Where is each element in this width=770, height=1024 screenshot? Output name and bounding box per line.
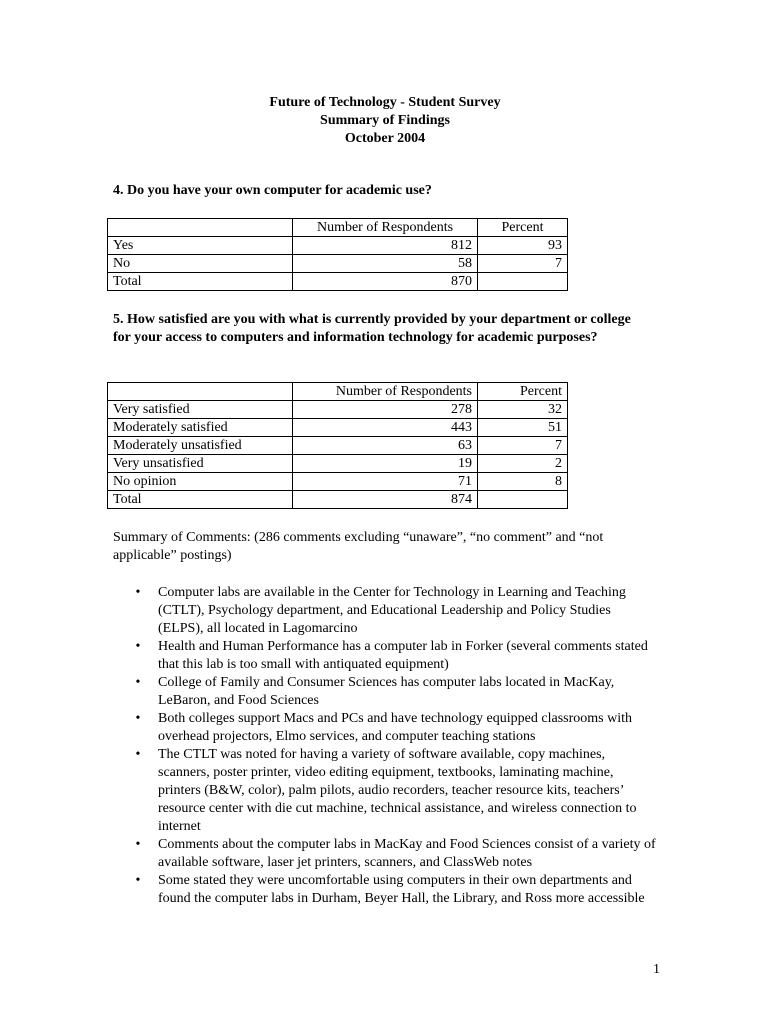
row-label: Very satisfied bbox=[108, 401, 293, 419]
list-item-text: Computer labs are available in the Center for Technology in Learning and Teaching (CTLT), Psychology department, and Educational Leadership and Policy Studies (ELPS), all located in Lagomarcino bbox=[158, 585, 626, 636]
table-header-blank bbox=[108, 383, 293, 401]
list-item bbox=[113, 638, 658, 674]
page-number: 1 bbox=[653, 962, 660, 977]
list-item-text: Both colleges support Macs and PCs and have technology equipped classrooms with overhead projectors, Elmo services, and computer teaching stations bbox=[158, 711, 632, 744]
list-item bbox=[113, 710, 658, 746]
question-4-table bbox=[107, 218, 568, 291]
list-item bbox=[113, 584, 658, 638]
table-row bbox=[108, 255, 568, 273]
row-percent: 7 bbox=[478, 255, 568, 273]
row-percent: 51 bbox=[478, 419, 568, 437]
question-4: 4. Do you have your own computer for academic use? bbox=[113, 183, 432, 198]
row-percent: 93 bbox=[478, 237, 568, 255]
table-row bbox=[108, 437, 568, 455]
table-row bbox=[108, 455, 568, 473]
list-item-text: College of Family and Consumer Sciences has computer labs located in MacKay, LeBaron, and Food Sciences bbox=[158, 675, 615, 708]
row-percent: 8 bbox=[478, 473, 568, 491]
bullet-icon: • bbox=[135, 837, 141, 852]
row-percent: 2 bbox=[478, 455, 568, 473]
row-count: 19 bbox=[293, 455, 478, 473]
bullet-icon: • bbox=[135, 585, 141, 600]
bullet-icon: • bbox=[135, 711, 141, 726]
table-header-blank bbox=[108, 219, 293, 237]
document-title-block bbox=[0, 94, 770, 148]
table-row bbox=[108, 237, 568, 255]
list-item-text: Some stated they were uncomfortable using computers in their own departments and found the computer labs in Durham, Beyer Hall, the Library, and Ross more accessible bbox=[158, 873, 645, 906]
row-label: No bbox=[108, 255, 293, 273]
row-percent: 32 bbox=[478, 401, 568, 419]
bullet-icon: • bbox=[135, 873, 141, 888]
row-count: 58 bbox=[293, 255, 478, 273]
column-header-percent: Percent bbox=[478, 383, 568, 401]
bullet-icon: • bbox=[135, 639, 141, 654]
table-header-row bbox=[108, 383, 568, 401]
row-count: 443 bbox=[293, 419, 478, 437]
row-percent: 7 bbox=[478, 437, 568, 455]
bullet-icon: • bbox=[135, 675, 141, 690]
row-percent bbox=[478, 491, 568, 509]
comments-list bbox=[113, 584, 658, 908]
table-row bbox=[108, 401, 568, 419]
list-item bbox=[113, 746, 658, 836]
row-count: 874 bbox=[293, 491, 478, 509]
list-item bbox=[113, 674, 658, 710]
row-percent bbox=[478, 273, 568, 291]
row-label: Total bbox=[108, 491, 293, 509]
comments-summary: Summary of Comments: (286 comments excluding “unaware”, “no comment” and “not applicable” postings) bbox=[113, 530, 604, 563]
table-row-total bbox=[108, 491, 568, 509]
row-label: Very unsatisfied bbox=[108, 455, 293, 473]
row-count: 63 bbox=[293, 437, 478, 455]
row-count: 278 bbox=[293, 401, 478, 419]
row-label: Total bbox=[108, 273, 293, 291]
row-label: Moderately unsatisfied bbox=[108, 437, 293, 455]
row-count: 71 bbox=[293, 473, 478, 491]
column-header-respondents: Number of Respondents bbox=[293, 383, 478, 401]
document-date: October 2004 bbox=[344, 131, 426, 146]
bullet-icon: • bbox=[135, 747, 141, 762]
list-item bbox=[113, 836, 658, 872]
row-label: Yes bbox=[108, 237, 293, 255]
column-header-respondents: Number of Respondents bbox=[293, 219, 478, 237]
list-item-text: The CTLT was noted for having a variety of software available, copy machines, scanners, poster printer, video editing equipment, textbooks, laminating machine, printers (B&W, color), palm pilots, audio recorders, teacher resource kits, teachers’ resource center with die cut machine, technical assistance, and wireless connection to internet bbox=[158, 747, 637, 834]
document-subtitle: Summary of Findings bbox=[320, 113, 450, 128]
list-item-text: Health and Human Performance has a computer lab in Forker (several comments stated that this lab is too small with antiquated equipment) bbox=[158, 639, 648, 672]
row-count: 812 bbox=[293, 237, 478, 255]
row-label: No opinion bbox=[108, 473, 293, 491]
question-5-table bbox=[107, 382, 568, 509]
document-title: Future of Technology - Student Survey bbox=[269, 95, 501, 110]
question-5: 5. How satisfied are you with what is currently provided by your department or college for your access to computers and information technology for academic purposes? bbox=[113, 312, 631, 345]
table-row-total bbox=[108, 273, 568, 291]
row-count: 870 bbox=[293, 273, 478, 291]
table-row bbox=[108, 473, 568, 491]
column-header-percent: Percent bbox=[478, 219, 568, 237]
list-item bbox=[113, 872, 658, 908]
row-label: Moderately satisfied bbox=[108, 419, 293, 437]
table-header-row bbox=[108, 219, 568, 237]
list-item-text: Comments about the computer labs in MacKay and Food Sciences consist of a variety of available software, laser jet printers, scanners, and ClassWeb notes bbox=[158, 837, 656, 870]
table-row bbox=[108, 419, 568, 437]
